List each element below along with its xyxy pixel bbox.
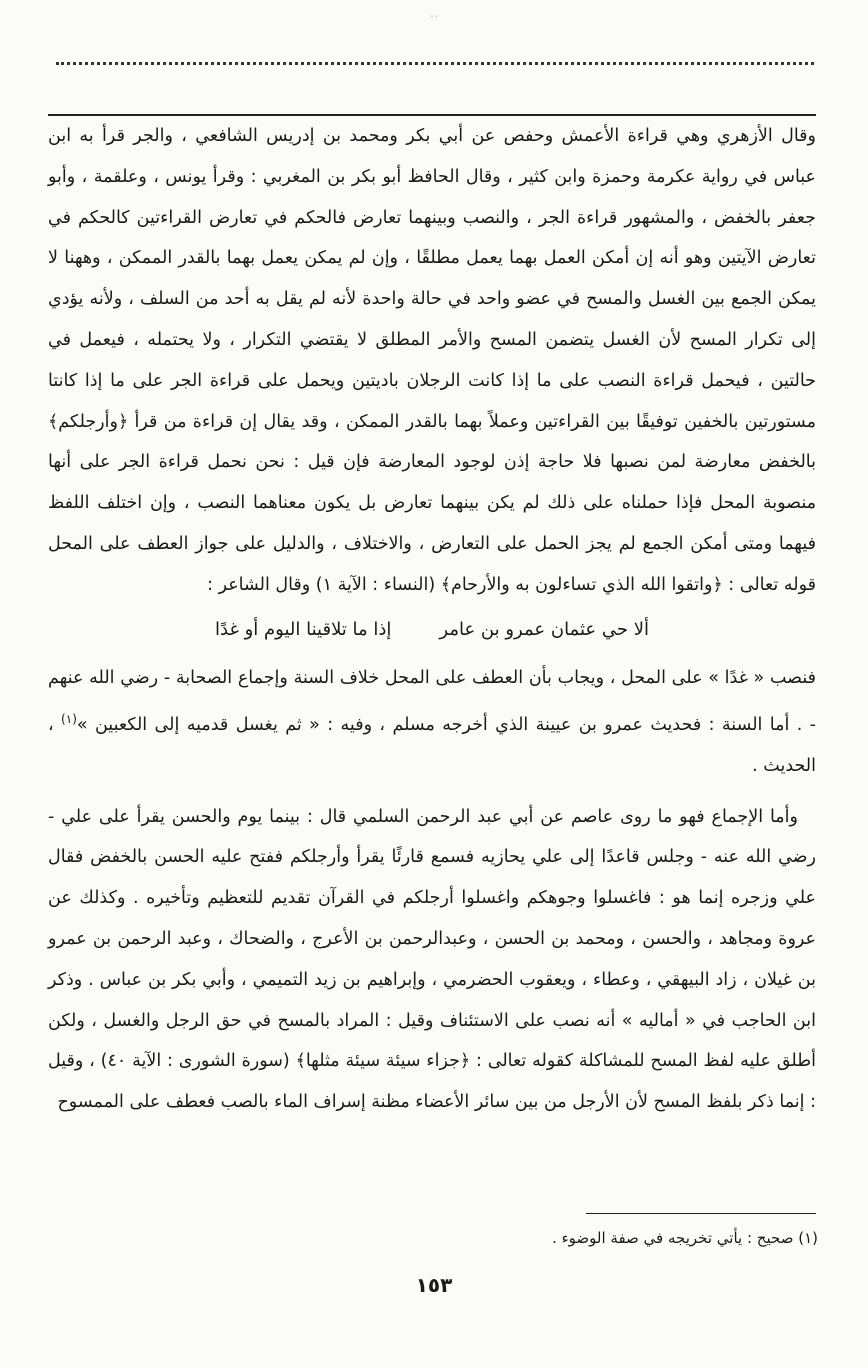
dotted-divider [56,62,814,65]
poetry-verse [48,606,816,659]
footnote-ref: (١) [61,712,77,727]
verse-second-hemistich: إذا ما تلاقينا اليوم أو غدًا [215,618,392,640]
paragraph-2-text: فنصب « غدًا » على المحل ، ويجاب بأن العطف على المحل خلاف السنة وإجماع الصحابة - رضي الله عنهم - . أما السنة : فحديث عمرو بن عيينة الذي أخرجه مسلم ، وفيه : « ثم يغسل قدميه إلى الكعبين » [48,668,816,735]
main-text [48,116,816,1123]
paragraph-2 [48,658,816,786]
top-mark: .. [429,6,439,21]
paragraph-3: وأما الإجماع فهو ما روى عاصم عن أبي عبد الرحمن السلمي قال : بينما يوم والحسن يقرأ على علي - رضي الله عنه - وجلس قاعدًا إلى علي يحازيه فسمع قارئًا يقرأ وأرجلكم ففتح عليه الحسن بالخفض فقال علي وزجره إنما هو : فاغسلوا وجوهكم واغسلوا أرجلكم في القرآن تقديم للتعظيم وتأخيره . وكذلك عن عروة ومجاهد ، والحسن ، ومحمد بن الحسن ، وعبدالرحمن بن الأعرج ، والضحاك ، وعبد الرحمن بن عمرو بن غيلان ، زاد البيهقي ، وعطاء ، ويعقوب الحضرمي ، وإبراهيم بن زيد التميمي ، وأبي بكر بن عباس . وذكر ابن الحاجب في « أماليه » أنه نصب على الاستئناف وقيل : المراد بالمسح في حق الرجل والغسل ، ولكن أطلق عليه لفظ المسح للمشاكلة كقوله تعالى : ﴿جزاء سيئة سيئة مثلها﴾ (سورة الشورى : الآية ٤٠) ، وقيل : إنما ذكر بلفظ المسح لأن الأرجل من بين سائر الأعضاء مظنة إسراف الماء بالصب فعطف على الممسوح [48,806,816,1113]
paragraph-1: وقال الأزهري وهي قراءة الأعمش وحفص عن أبي بكر ومحمد بن إدريس الشافعي ، والجر قرأ به ابن عباس في رواية عكرمة وحمزة وابن كثير ، وقال الحافظ أبو بكر بن المغربي : وقرأ يونس ، وعلقمة ، وأبو جعفر بالخفض ، والمشهور قراءة الجر ، والنصب وبينهما تعارض فالحكم في تعارض القراءتين كالحكم في تعارض الآيتين وهو أنه إن أمكن العمل بهما يعمل مطلقًا ، وإن لم يمكن يعمل بهما بالقدر الممكن ، وههنا لا يمكن الجمع بين الغسل والمسح في عضو واحد في حالة واحدة لأنه لم يقل به أحد من السلف ، ولأنه يؤدي إلى تكرار المسح لأن الغسل يتضمن المسح والأمر المطلق لا يقتضي التكرار ، ولا يحتمله ، فيعمل في حالتين ، فيحمل قراءة النصب على ما إذا كانت الرجلان باديتين ويحمل على قراءة الجر على ما إذا كانتا مستورتين بالخفين توفيقًا بين القراءتين وعملاً بهما بالقدر الممكن ، وقد يقال إن قراءة من قرأ ﴿وأرجلكم﴾ بالخفض معارضة لمن نصبها فلا حاجة إذن لوجود المعارضة فإن قيل : نحن نحمل قراءة الجر على أنها منصوبة المحل فإذا حملناه على ذلك لم يكن بينهما تعارض بل يكون معناهما النصب ، وإن اختلف اللفظ فيهما ومتى أمكن الجمع لم يجز الحمل على التعارض ، والاختلاف ، والدليل على جواز العطف على المحل قوله تعالى : ﴿واتقوا الله الذي تساءلون به والأرحام﴾ (النساء : الآية ١) وقال الشاعر : [48,126,816,595]
footnote-marker: (١) [798,1229,818,1247]
paragraph-2-tail: ، الحديث . [48,714,816,776]
footnote-1 [118,1226,818,1250]
footnote-text: صحيح : يأتي تخريجه في صفة الوضوء . [552,1229,794,1247]
verse-first-hemistich: ألا حي عثمان عمرو بن عامر [439,618,649,640]
footnote-rule [586,1213,816,1214]
page-number: ١٥٣ [415,1273,453,1297]
